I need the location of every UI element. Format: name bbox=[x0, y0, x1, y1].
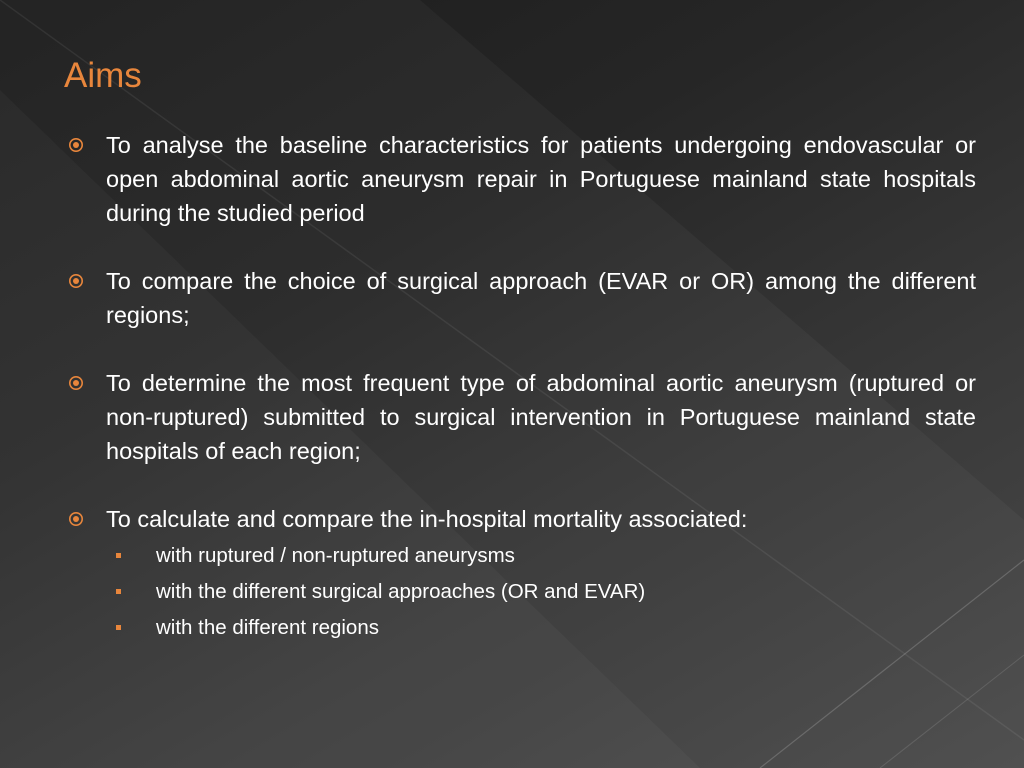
sub-bullet-text: with the different surgical approaches (OR and EVAR) bbox=[156, 580, 646, 603]
sub-bullet-text: with the different regions bbox=[156, 616, 379, 639]
bullet-item bbox=[66, 264, 976, 332]
bullet-text: To compare the choice of surgical approach (EVAR or OR) among the different regions; bbox=[106, 268, 976, 328]
slide-title: Aims bbox=[64, 56, 142, 95]
circled-dot-icon bbox=[68, 137, 84, 153]
bullet-text: To analyse the baseline characteristics for patients undergoing endovascular or open abdominal aortic aneurysm repair in Portuguese mainland state hospitals during the studied period bbox=[106, 132, 976, 226]
bullet-text: To calculate and compare the in-hospital mortality associated: bbox=[106, 506, 748, 532]
square-bullet-icon bbox=[116, 553, 121, 558]
bullet-text: To determine the most frequent type of abdominal aortic aneurysm (ruptured or non-ruptured) submitted to surgical intervention in Portuguese mainland state hospitals of each region; bbox=[106, 370, 976, 464]
bullet-list bbox=[66, 128, 976, 646]
sub-bullet-text: with ruptured / non-ruptured aneurysms bbox=[156, 544, 515, 567]
circled-dot-icon bbox=[68, 511, 84, 527]
circled-dot-icon bbox=[68, 375, 84, 391]
sub-bullet-item bbox=[106, 574, 976, 610]
bullet-item bbox=[66, 128, 976, 230]
square-bullet-icon bbox=[116, 589, 121, 594]
sub-bullet-list bbox=[106, 538, 976, 646]
bullet-item bbox=[66, 366, 976, 468]
bullet-item bbox=[66, 502, 976, 646]
circled-dot-icon bbox=[68, 273, 84, 289]
square-bullet-icon bbox=[116, 625, 121, 630]
sub-bullet-item bbox=[106, 538, 976, 574]
sub-bullet-item bbox=[106, 610, 976, 646]
